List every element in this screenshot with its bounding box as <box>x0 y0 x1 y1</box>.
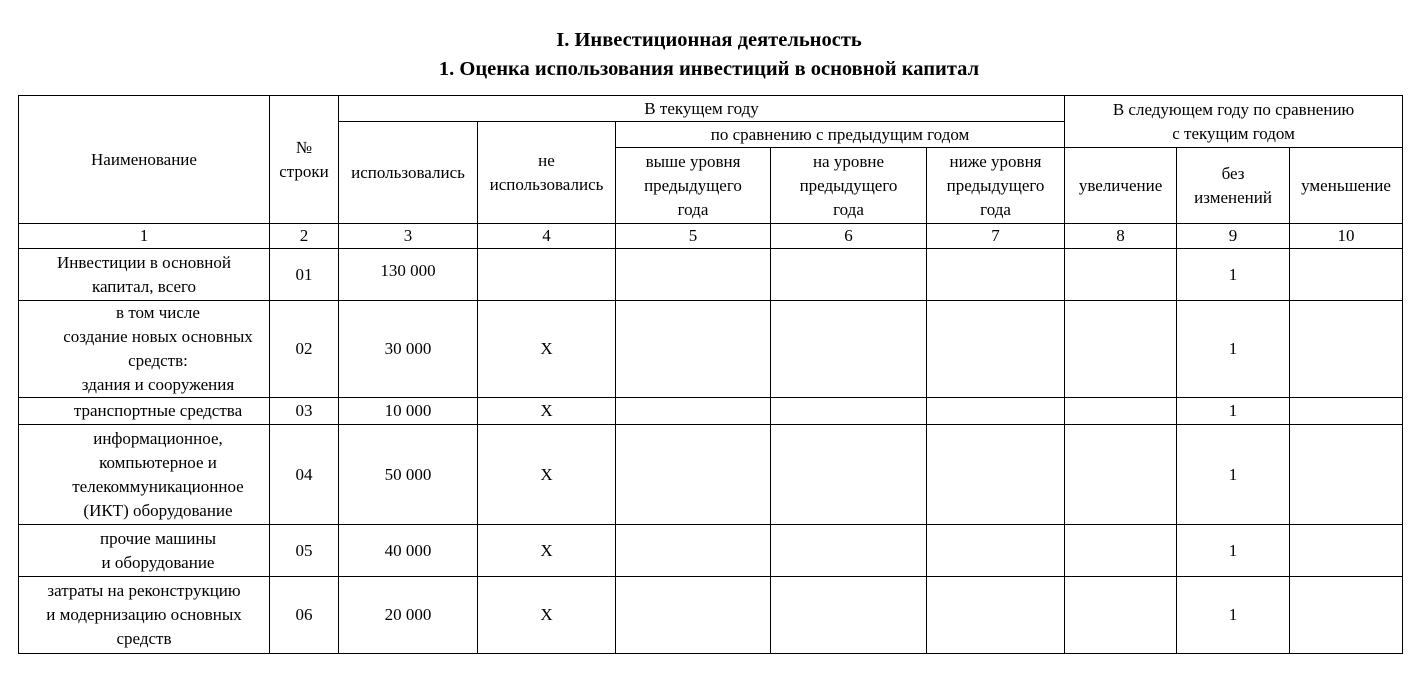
table-row <box>19 249 1403 301</box>
no-change-value: 1 <box>1177 425 1290 525</box>
subsection-title: 1. Оценка использования инвестиций в основной капитал <box>438 58 980 80</box>
row-code: 01 <box>270 249 339 301</box>
cell <box>771 301 927 398</box>
row-code: 06 <box>270 577 339 654</box>
cell <box>927 425 1065 525</box>
row-name: Инвестиции в основной капитал, всего <box>19 249 270 301</box>
column-number: 1 <box>19 224 270 249</box>
cell <box>771 425 927 525</box>
row-name: информационное, компьютерное и телекоммуникационное (ИКТ) оборудование <box>19 425 270 525</box>
table-row <box>19 398 1403 425</box>
cell <box>1065 249 1177 301</box>
row-name: прочие машины и оборудование <box>19 525 270 577</box>
column-number: 10 <box>1290 224 1403 249</box>
cell <box>1290 577 1403 654</box>
table-row <box>19 425 1403 525</box>
column-number: 7 <box>927 224 1065 249</box>
not-used-value: X <box>478 525 616 577</box>
cell <box>771 398 927 425</box>
cell <box>616 577 771 654</box>
table-row <box>19 301 1403 398</box>
column-numbers-row <box>19 224 1403 249</box>
cell <box>616 525 771 577</box>
used-value: 10 000 <box>339 398 478 425</box>
cell <box>1290 398 1403 425</box>
cell <box>927 525 1065 577</box>
header-at-level: на уровне предыдущего года <box>771 148 927 224</box>
used-value: 40 000 <box>339 525 478 577</box>
column-number: 6 <box>771 224 927 249</box>
not-used-value: X <box>478 425 616 525</box>
row-code: 05 <box>270 525 339 577</box>
header-no-change: без изменений <box>1177 148 1290 224</box>
cell <box>771 525 927 577</box>
header-increase: увеличение <box>1065 148 1177 224</box>
header-above: выше уровня предыдущего года <box>616 148 771 224</box>
header-decrease: уменьшение <box>1290 148 1403 224</box>
row-name: в том числе создание новых основных средств: здания и сооружения <box>19 301 270 398</box>
section-title: I. Инвестиционная деятельность <box>556 29 862 51</box>
cell <box>1290 249 1403 301</box>
cell <box>1290 425 1403 525</box>
not-used-value: X <box>478 301 616 398</box>
header-row-number: № строки <box>270 96 339 224</box>
cell <box>616 425 771 525</box>
used-value: 30 000 <box>339 301 478 398</box>
not-used-value: X <box>478 398 616 425</box>
not-used-value: X <box>478 577 616 654</box>
column-number: 3 <box>339 224 478 249</box>
row-code: 02 <box>270 301 339 398</box>
cell <box>771 577 927 654</box>
column-number: 5 <box>616 224 771 249</box>
header-used: использовались <box>339 122 478 224</box>
header-current-year: В текущем году <box>339 96 1065 122</box>
cell <box>1065 398 1177 425</box>
cell <box>1065 525 1177 577</box>
cell <box>927 249 1065 301</box>
header-not-used: не использовались <box>478 122 616 224</box>
cell <box>616 398 771 425</box>
used-value: 130 000 <box>339 249 478 301</box>
column-number: 4 <box>478 224 616 249</box>
column-number: 2 <box>270 224 339 249</box>
no-change-value: 1 <box>1177 525 1290 577</box>
cell <box>927 398 1065 425</box>
cell <box>1065 425 1177 525</box>
header-compared-prev: по сравнению с предыдущим годом <box>616 122 1065 148</box>
no-change-value: 1 <box>1177 301 1290 398</box>
column-number: 8 <box>1065 224 1177 249</box>
row-code: 03 <box>270 398 339 425</box>
cell <box>1290 525 1403 577</box>
cell <box>927 301 1065 398</box>
header-below: ниже уровня предыдущего года <box>927 148 1065 224</box>
no-change-value: 1 <box>1177 249 1290 301</box>
used-value: 50 000 <box>339 425 478 525</box>
used-value: 20 000 <box>339 577 478 654</box>
cell <box>1065 301 1177 398</box>
table-row <box>19 577 1403 654</box>
cell <box>616 249 771 301</box>
cell <box>1065 577 1177 654</box>
cell <box>616 301 771 398</box>
row-name: транспортные средства <box>19 398 270 425</box>
header-next-year: В следующем году по сравнению с текущим годом <box>1065 96 1403 148</box>
cell <box>1290 301 1403 398</box>
row-code: 04 <box>270 425 339 525</box>
no-change-value: 1 <box>1177 398 1290 425</box>
table-row <box>19 525 1403 577</box>
no-change-value: 1 <box>1177 577 1290 654</box>
cell <box>771 249 927 301</box>
investment-table <box>18 95 1403 654</box>
header-name: Наименование <box>19 96 270 224</box>
cell <box>927 577 1065 654</box>
column-number: 9 <box>1177 224 1290 249</box>
row-name: затраты на реконструкцию и модернизацию основных средств <box>19 577 270 654</box>
not-used-value <box>478 249 616 301</box>
